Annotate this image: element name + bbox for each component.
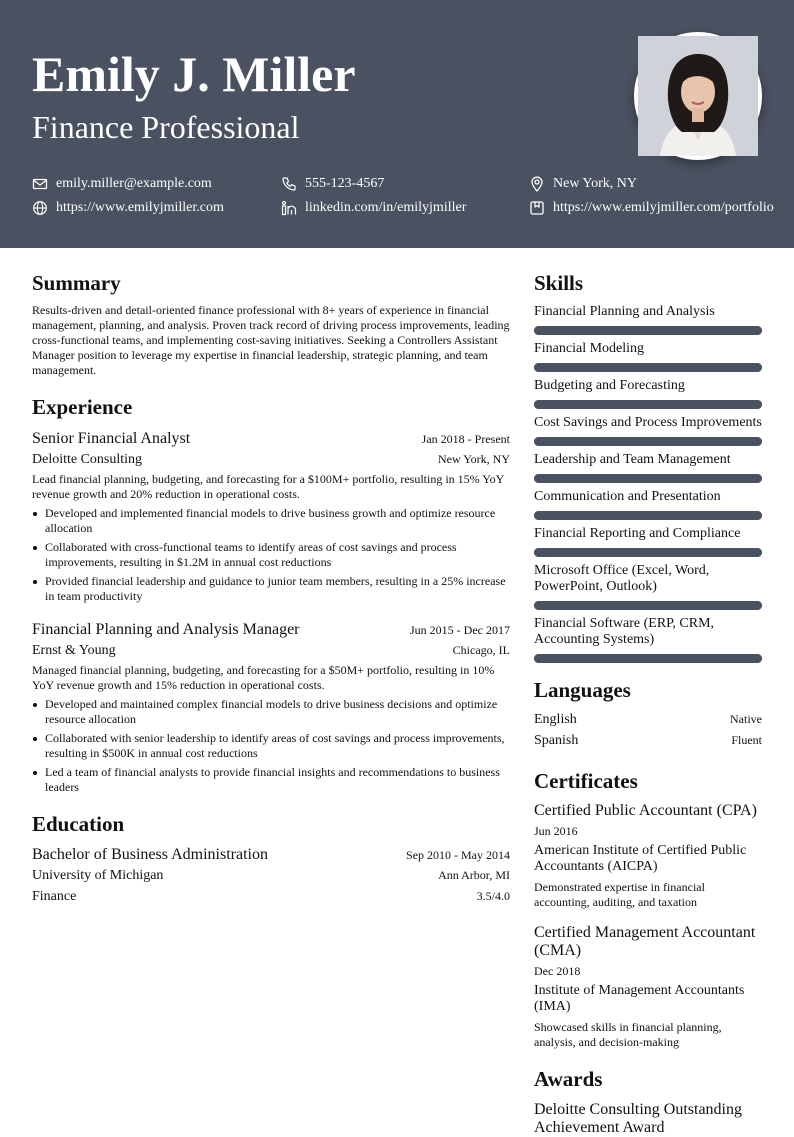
certificate-name: Certified Management Accountant (CMA) [534,924,756,959]
skill-item [534,563,762,610]
profile-photo-image [638,36,758,156]
certificate-description: Showcased skills in financial planning, analysis, and decision-making [534,1020,722,1049]
skill-item [534,415,762,446]
contact-portfolio-text: https://www.emilyjmiller.com/portfolio [553,200,774,215]
contact-phone[interactable] [281,175,384,193]
job-description: Managed financial planning, budgeting, and forecasting for a $50M+ portfolio, resulting in 10% YoY revenue growth and 15% reduction in operational costs. [32,663,495,692]
certificate-issuer: American Institute of Certified Public Accountants (AICPA) [534,843,747,874]
achievement-item: Developed and maintained complex financial models to drive business decisions and optimize resource allocation [32,697,510,727]
job-achievements [32,506,510,604]
summary-heading: Summary [32,271,121,295]
certificates-section [534,768,762,1050]
location-pin-icon [529,176,545,192]
language-name: English [534,712,577,727]
education-location: Ann Arbor, MI [438,868,510,882]
skill-name: Budgeting and Forecasting [534,378,685,393]
skill-level-bar [534,601,762,610]
experience-section [32,394,510,795]
skill-level-bar [534,363,762,372]
achievement-item: Led a team of financial analysts to provide financial insights and recommendations to business leaders [32,765,510,795]
skill-level-fill [534,437,762,446]
contact-phone-text: 555-123-4567 [305,176,385,191]
job-title: Financial Planning and Analysis Manager [32,621,300,638]
contact-website-text: https://www.emilyjmiller.com [56,200,224,215]
education-school: University of Michigan [32,868,164,883]
skill-level-fill [534,474,762,483]
skill-item [534,616,762,663]
achievement-item: Developed and implemented financial models to drive business growth and optimize resource allocation [32,506,510,536]
certificate-description: Demonstrated expertise in financial accounting, auditing, and taxation [534,880,705,909]
main-column [32,270,510,907]
candidate-title: Finance Professional [32,109,300,145]
job-dates: Jan 2018 - Present [421,432,510,446]
certificates-heading: Certificates [534,769,638,793]
skill-level-fill [534,511,762,520]
education-degree: Bachelor of Business Administration [32,846,268,863]
email-icon [32,176,48,192]
job-company: Ernst & Young [32,643,116,658]
certificate-date: Jun 2016 [534,824,578,838]
job-dates: Jun 2015 - Dec 2017 [410,623,510,637]
skills-list [534,304,762,663]
skill-name: Financial Planning and Analysis [534,304,715,319]
language-level: Fluent [731,733,762,747]
skill-level-bar [534,654,762,663]
job-description: Lead financial planning, budgeting, and forecasting for a $100M+ portfolio, resulting in 15% YoY revenue growth and 20% reduction in operational costs. [32,472,504,501]
skills-heading: Skills [534,271,584,295]
skill-level-fill [534,548,762,557]
skill-level-bar [534,326,762,335]
contact-linkedin[interactable] [281,199,466,217]
contact-email[interactable] [32,175,212,193]
skill-item [534,304,762,335]
portfolio-icon [529,200,545,216]
achievement-item: Collaborated with senior leadership to identify areas of cost savings and process improvements, resulting in $500K in annual cost reductions [32,731,510,761]
skill-name: Leadership and Team Management [534,452,731,467]
education-section [32,811,510,907]
summary-section [32,270,510,378]
skill-name: Financial Software (ERP, CRM, Accounting Systems) [534,616,715,647]
skill-level-fill [534,601,762,610]
skills-section [534,270,762,663]
languages-heading: Languages [534,678,631,702]
skill-level-fill [534,363,762,372]
candidate-name: Emily J. Miller [32,46,356,102]
skill-level-bar [534,474,762,483]
skill-item [534,341,762,372]
skill-item [534,378,762,409]
education-dates: Sep 2010 - May 2014 [406,848,510,862]
side-column [534,270,762,1137]
job-title: Senior Financial Analyst [32,430,191,447]
contact-portfolio[interactable] [529,199,774,217]
languages-section [534,677,762,751]
experience-heading: Experience [32,395,133,419]
job-location: New York, NY [437,452,510,466]
skill-level-bar [534,400,762,409]
contact-location-text: New York, NY [553,176,638,191]
profile-photo [634,32,762,160]
award-item: Deloitte Consulting Outstanding Achievement Award [534,1101,742,1136]
skill-name: Communication and Presentation [534,489,721,504]
certificate-name: Certified Public Accountant (CPA) [534,802,757,819]
skill-level-fill [534,654,762,663]
contact-location [529,175,637,193]
linkedin-icon [281,200,297,216]
contact-website[interactable] [32,199,224,217]
education-gpa: 3.5/4.0 [476,889,510,903]
job-entry [32,429,510,604]
skill-item [534,526,762,557]
language-item [534,730,762,751]
contact-linkedin-text: linkedin.com/in/emilyjmiller [305,200,467,215]
certificate-date: Dec 2018 [534,964,581,978]
education-field: Finance [32,889,77,904]
skill-name: Financial Modeling [534,341,645,356]
contact-email-text: emily.miller@example.com [56,176,212,191]
certificate-item [534,802,762,910]
job-entry [32,620,510,795]
awards-heading: Awards [534,1067,603,1091]
globe-icon [32,200,48,216]
job-company: Deloitte Consulting [32,452,143,467]
language-level: Native [730,712,762,726]
skill-item [534,452,762,483]
language-item [534,709,762,730]
skill-level-bar [534,548,762,557]
job-achievements [32,697,510,795]
skill-level-bar [534,437,762,446]
job-location: Chicago, IL [452,643,510,657]
skill-level-fill [534,326,762,335]
certificate-issuer: Institute of Management Accountants (IMA) [534,983,745,1014]
achievement-item: Collaborated with cross-functional teams to identify areas of cost savings and process improvements, resulting in $1.2M in annual cost reductions [32,540,510,570]
skill-name: Financial Reporting and Compliance [534,526,741,541]
skill-name: Microsoft Office (Excel, Word, PowerPoint, Outlook) [534,563,710,594]
achievement-item: Provided financial leadership and guidance to junior team members, resulting in a 25% increase in team productivity [32,574,510,604]
summary-text: Results-driven and detail-oriented finance professional with 8+ years of experience in financial management, planning, and analysis. Proven track record of driving process improvements, leading cross-functional teams, and implementing cost-saving initiatives. Seeking a Controllers Assistant Manager position to leverage my expertise in financial leadership, strategic planning, and team management. [32,303,510,377]
certificate-item [534,924,762,1050]
skill-level-fill [534,400,762,409]
skill-item [534,489,762,520]
resume-header [0,0,794,248]
awards-section [534,1066,762,1137]
phone-icon [281,176,297,192]
education-heading: Education [32,812,125,836]
skill-name: Cost Savings and Process Improvements [534,415,762,430]
skill-level-bar [534,511,762,520]
language-name: Spanish [534,733,579,748]
